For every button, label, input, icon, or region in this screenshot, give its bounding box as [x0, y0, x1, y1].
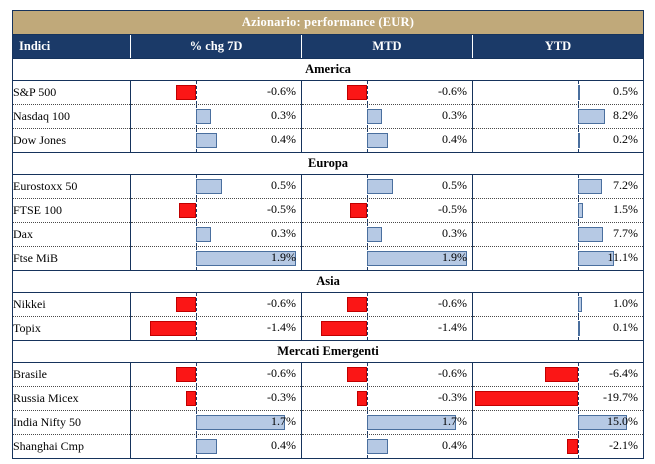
- section-title: Mercati Emergenti: [13, 341, 644, 363]
- bar-cell-chg7d: [131, 129, 302, 153]
- value-label-chg7d: -0.5%: [267, 202, 296, 216]
- bar-cell-ytd: [473, 175, 644, 199]
- table-row: [13, 363, 644, 387]
- zero-axis-line: [578, 387, 579, 410]
- value-label-mtd: 0.4%: [442, 132, 467, 146]
- zero-axis-line: [196, 363, 197, 386]
- table-row: [13, 317, 644, 341]
- table-row: [13, 129, 644, 153]
- table-row: [13, 175, 644, 199]
- bar-chg7d: [196, 179, 222, 194]
- value-label-chg7d: 0.4%: [271, 132, 296, 146]
- value-label-mtd: 1.7%: [442, 414, 467, 428]
- value-label-ytd: 7.7%: [613, 226, 639, 240]
- value-label-mtd: -0.3%: [438, 390, 467, 404]
- index-name: Nikkei: [13, 293, 131, 317]
- value-label-chg7d: -0.6%: [267, 366, 296, 380]
- zero-axis-line: [196, 387, 197, 410]
- bar-cell-chg7d: [131, 81, 302, 105]
- value-label-ytd: 7.2%: [613, 178, 639, 192]
- bar-cell-chg7d: [131, 293, 302, 317]
- bar-cell-mtd: [302, 199, 473, 223]
- bar-ytd: [578, 133, 580, 148]
- table-row: [13, 293, 644, 317]
- value-label-mtd: 1.9%: [442, 250, 467, 264]
- bar-mtd: [350, 203, 366, 218]
- bar-cell-ytd: [473, 435, 644, 459]
- bar-cell-chg7d: [131, 363, 302, 387]
- column-header-chg7d: % chg 7D: [131, 35, 302, 59]
- bar-cell-ytd: [473, 129, 644, 153]
- index-name: Nasdaq 100: [13, 105, 131, 129]
- bar-cell-ytd: [473, 293, 644, 317]
- zero-axis-line: [367, 387, 368, 410]
- zero-axis-line: [367, 81, 368, 104]
- value-label-ytd: -6.4%: [609, 366, 639, 380]
- table-row: [13, 81, 644, 105]
- bar-chg7d: [196, 227, 212, 242]
- column-header-ytd: YTD: [473, 35, 644, 59]
- zero-axis-line: [196, 81, 197, 104]
- value-label-chg7d: 0.3%: [271, 226, 296, 240]
- section-header-row: [13, 271, 644, 293]
- index-name: Eurostoxx 50: [13, 175, 131, 199]
- value-label-chg7d: 1.9%: [271, 250, 296, 264]
- bar-cell-chg7d: [131, 247, 302, 271]
- bar-ytd: [545, 367, 579, 382]
- index-name: Shanghai Cmp: [13, 435, 131, 459]
- value-label-chg7d: 1.7%: [271, 414, 296, 428]
- bar-cell-mtd: [302, 387, 473, 411]
- bar-cell-ytd: [473, 199, 644, 223]
- value-label-chg7d: -0.3%: [267, 390, 296, 404]
- column-header-mtd: MTD: [302, 35, 473, 59]
- bar-cell-ytd: [473, 387, 644, 411]
- index-name: Dow Jones: [13, 129, 131, 153]
- table-title-row: [13, 11, 644, 35]
- bar-cell-mtd: [302, 363, 473, 387]
- table-row: [13, 411, 644, 435]
- bar-cell-mtd: [302, 293, 473, 317]
- bar-cell-chg7d: [131, 411, 302, 435]
- bar-mtd: [347, 85, 366, 100]
- zero-axis-line: [367, 293, 368, 316]
- value-label-ytd: 15.0%: [607, 414, 639, 428]
- index-name: Dax: [13, 223, 131, 247]
- bar-mtd: [367, 133, 388, 148]
- bar-cell-chg7d: [131, 199, 302, 223]
- value-label-ytd: 1.0%: [613, 296, 639, 310]
- value-label-mtd: -1.4%: [438, 320, 467, 334]
- bar-mtd: [367, 109, 383, 124]
- bar-cell-mtd: [302, 129, 473, 153]
- value-label-chg7d: -0.6%: [267, 296, 296, 310]
- value-label-ytd: 8.2%: [613, 108, 639, 122]
- value-label-ytd: 0.2%: [613, 132, 639, 146]
- column-header-indici: Indici: [13, 35, 131, 59]
- bar-cell-chg7d: [131, 435, 302, 459]
- table-row: [13, 387, 644, 411]
- bar-cell-ytd: [473, 247, 644, 271]
- bar-mtd: [321, 321, 366, 336]
- value-label-ytd: -19.7%: [603, 390, 639, 404]
- bar-cell-ytd: [473, 81, 644, 105]
- section-title: Asia: [13, 271, 644, 293]
- bar-cell-ytd: [473, 363, 644, 387]
- index-name: India Nifty 50: [13, 411, 131, 435]
- section-title: America: [13, 59, 644, 81]
- value-label-ytd: 11.1%: [607, 250, 639, 264]
- bar-chg7d: [196, 439, 217, 454]
- value-label-mtd: 0.4%: [442, 438, 467, 452]
- zero-axis-line: [367, 199, 368, 222]
- table-row: [13, 223, 644, 247]
- bar-ytd: [475, 391, 579, 406]
- value-label-mtd: -0.6%: [438, 296, 467, 310]
- value-label-ytd: 0.1%: [613, 320, 639, 334]
- value-label-mtd: -0.6%: [438, 84, 467, 98]
- value-label-ytd: 0.5%: [613, 84, 639, 98]
- zero-axis-line: [196, 199, 197, 222]
- bar-chg7d: [176, 297, 195, 312]
- index-name: Ftse MiB: [13, 247, 131, 271]
- table-header-row: [13, 35, 644, 59]
- value-label-mtd: 0.3%: [442, 108, 467, 122]
- bar-ytd: [578, 109, 604, 124]
- bar-cell-mtd: [302, 223, 473, 247]
- bar-chg7d: [196, 133, 217, 148]
- table-row: [13, 199, 644, 223]
- bar-ytd: [578, 227, 603, 242]
- zero-axis-line: [196, 293, 197, 316]
- bar-ytd: [578, 179, 601, 194]
- page-title: Azionario: performance (EUR): [13, 11, 644, 35]
- index-name: Topix: [13, 317, 131, 341]
- bar-ytd: [578, 203, 583, 218]
- bar-mtd: [367, 439, 388, 454]
- bar-ytd: [567, 439, 578, 454]
- bar-ytd: [578, 321, 580, 336]
- bar-cell-chg7d: [131, 175, 302, 199]
- bar-cell-chg7d: [131, 223, 302, 247]
- bar-ytd: [578, 85, 580, 100]
- zero-axis-line: [367, 363, 368, 386]
- value-label-chg7d: 0.3%: [271, 108, 296, 122]
- bar-chg7d: [176, 367, 195, 382]
- value-label-mtd: 0.5%: [442, 178, 467, 192]
- bar-cell-mtd: [302, 81, 473, 105]
- bar-cell-mtd: [302, 105, 473, 129]
- value-label-mtd: 0.3%: [442, 226, 467, 240]
- bar-cell-chg7d: [131, 387, 302, 411]
- performance-table: [12, 10, 644, 459]
- bar-chg7d: [186, 391, 196, 406]
- bar-mtd: [367, 179, 393, 194]
- table-row: [13, 105, 644, 129]
- value-label-chg7d: 0.4%: [271, 438, 296, 452]
- bar-cell-mtd: [302, 435, 473, 459]
- index-name: FTSE 100: [13, 199, 131, 223]
- value-label-ytd: -2.1%: [609, 438, 639, 452]
- value-label-chg7d: 0.5%: [271, 178, 296, 192]
- value-label-chg7d: -0.6%: [267, 84, 296, 98]
- table-row: [13, 247, 644, 271]
- bar-chg7d: [176, 85, 195, 100]
- section-header-row: [13, 153, 644, 175]
- bar-cell-mtd: [302, 247, 473, 271]
- value-label-mtd: -0.6%: [438, 366, 467, 380]
- bar-chg7d: [179, 203, 195, 218]
- index-name: S&P 500: [13, 81, 131, 105]
- value-label-mtd: -0.5%: [438, 202, 467, 216]
- bar-cell-mtd: [302, 175, 473, 199]
- bar-cell-chg7d: [131, 105, 302, 129]
- bar-cell-ytd: [473, 105, 644, 129]
- bar-chg7d: [196, 109, 212, 124]
- zero-axis-line: [196, 317, 197, 340]
- zero-axis-line: [578, 363, 579, 386]
- bar-cell-ytd: [473, 317, 644, 341]
- zero-axis-line: [578, 435, 579, 458]
- section-header-row: [13, 341, 644, 363]
- section-header-row: [13, 59, 644, 81]
- zero-axis-line: [367, 317, 368, 340]
- index-name: Russia Micex: [13, 387, 131, 411]
- section-title: Europa: [13, 153, 644, 175]
- bar-mtd: [357, 391, 367, 406]
- bar-cell-ytd: [473, 411, 644, 435]
- bar-mtd: [367, 227, 383, 242]
- value-label-ytd: 1.5%: [613, 202, 639, 216]
- value-label-chg7d: -1.4%: [267, 320, 296, 334]
- table-row: [13, 435, 644, 459]
- bar-cell-chg7d: [131, 317, 302, 341]
- bar-mtd: [347, 367, 366, 382]
- bar-cell-ytd: [473, 223, 644, 247]
- bar-ytd: [578, 297, 581, 312]
- bar-cell-mtd: [302, 317, 473, 341]
- bar-mtd: [347, 297, 366, 312]
- index-name: Brasile: [13, 363, 131, 387]
- bar-chg7d: [150, 321, 195, 336]
- bar-cell-mtd: [302, 411, 473, 435]
